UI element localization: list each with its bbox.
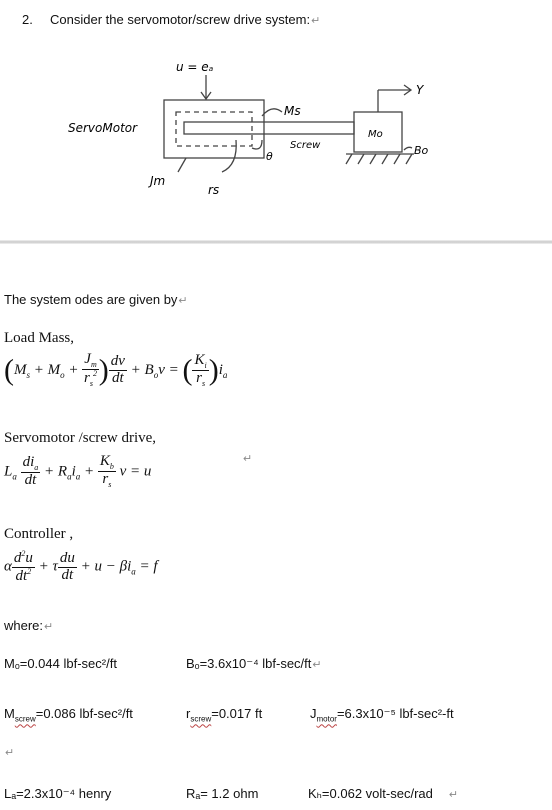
input-label: u = eₐ [176, 60, 214, 74]
question-heading [22, 12, 320, 27]
rotation-arrow [252, 140, 262, 149]
section-divider [0, 240, 552, 244]
servomotor-box [164, 100, 264, 158]
screw-shaft [184, 122, 354, 134]
servomotor-equation: $L_a$ $\frac{di_a}{dt}$ + $R_ai_a$ + $\frac{K_b}{r_s}$ v = u [4, 453, 152, 490]
param-ra: Rₐ= 1.2 ohm [186, 786, 259, 801]
param-jmotor: $J_{motor}=6.3x10^{-5}$ lbf-sec²-ft [310, 706, 454, 724]
screw-mass-label: Ms [284, 104, 301, 118]
inertia-pointer [178, 158, 186, 172]
servomotor-heading: Servomotor /screw drive, [4, 430, 157, 446]
param-mscrew: $M_{screw}=0.086$ lbf-sec²/ft [4, 706, 133, 724]
paragraph-mark: ↵ [311, 15, 321, 27]
inertia-label: Jm [150, 174, 166, 188]
load-mass-label: Mo [368, 129, 383, 140]
intro-text: The system odes are given by↵ [4, 292, 188, 307]
servomotor-label: ServoMotor [68, 121, 138, 135]
question-number: 2. [22, 12, 33, 27]
servomotor-screw-diagram [0, 40, 552, 210]
screw-label: Screw [290, 140, 321, 151]
load-mass-equation: ($M_s + M_o$ + $\frac{J_m}{r_s^2}$ ) $\frac{dv}{dt}$ + $B_ov$ = ( $\frac{K_i}{r_s}$ )$i_a$ [4, 351, 228, 389]
param-rscrew: $r_{screw}=0.017$ ft [186, 706, 263, 724]
load-mass-heading: Load Mass, [4, 330, 74, 346]
param-la: Lₐ=2.3x10⁻⁴ henry [4, 786, 112, 801]
theta-label: θ [266, 150, 273, 163]
where-label: where:↵ [4, 618, 54, 633]
friction-label: Bo [414, 144, 429, 157]
paragraph-mark: ↵ [5, 747, 15, 759]
param-bo: Bₒ=3.6x10⁻⁴ lbf-sec/ft↵ [186, 656, 322, 671]
paragraph-mark: ↵ [243, 453, 253, 465]
controller-equation: α $\frac{d^2u}{dt^2}$ + τ $\frac{du}{dt}$ + $u - \beta i_a = f$ [4, 549, 158, 584]
rotor-dashed [176, 112, 252, 146]
param-mo: Mₒ=0.044 lbf-sec²/ft [4, 656, 117, 671]
ms-arc [262, 109, 282, 116]
param-kb: Kₕ=0.062 volt-sec/rad ↵ [308, 786, 459, 801]
controller-heading: Controller , [4, 526, 74, 542]
question-text: Consider the servomotor/screw drive system: [50, 12, 311, 27]
radius-pointer [222, 140, 236, 172]
radius-label: rs [208, 183, 220, 197]
output-label: Y [416, 83, 424, 97]
